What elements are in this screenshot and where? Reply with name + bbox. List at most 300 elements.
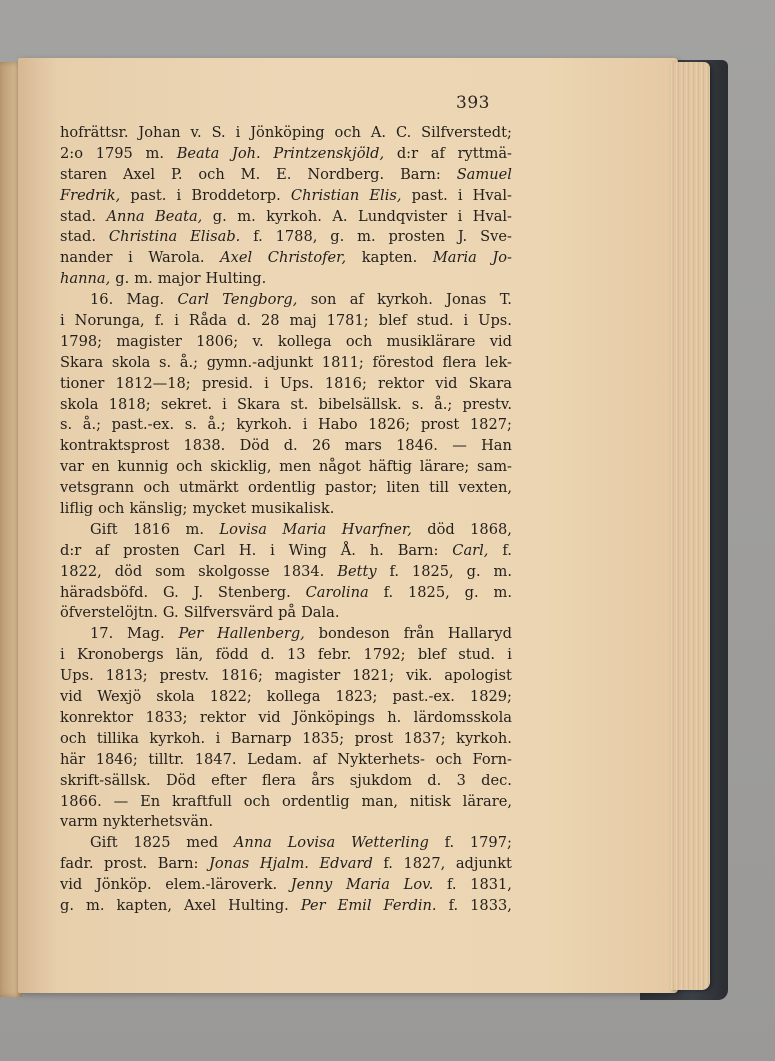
word: adjunkt: [455, 855, 512, 873]
word: v.: [252, 332, 264, 350]
word: var: [60, 458, 84, 476]
text-line: [60, 750, 512, 771]
word: blef: [417, 646, 446, 664]
italic-word: Jo-: [492, 249, 512, 267]
word: flera: [442, 353, 477, 371]
word: kyrkoh.: [149, 729, 206, 747]
word: lärdomsskola: [413, 708, 512, 726]
word: häradsböfd.: [60, 583, 149, 601]
word: s.: [411, 395, 424, 413]
word: i: [215, 729, 221, 747]
word: 1806;: [196, 332, 239, 350]
word: s.: [159, 353, 172, 371]
text-line: [60, 708, 512, 729]
text-line: [60, 248, 512, 269]
word: nander: [60, 249, 113, 267]
word: 1838.: [183, 437, 226, 455]
word: Jonas: [446, 291, 487, 309]
word: v.: [190, 124, 202, 141]
text-line: [60, 771, 512, 792]
page-text: [60, 123, 512, 917]
word: m.: [493, 583, 512, 601]
word: Hulting.: [228, 896, 289, 914]
word: stad.: [60, 228, 97, 246]
word: skrift-sällsk.: [60, 771, 151, 789]
word: C.: [395, 124, 412, 141]
word: 1822,: [60, 562, 102, 580]
word: g.: [464, 583, 479, 601]
word: 1846.: [396, 437, 438, 455]
word: musikalisk.: [251, 500, 335, 518]
word: f.: [502, 541, 512, 559]
text-line: [60, 875, 512, 896]
word: och: [435, 750, 462, 768]
word: d:r: [60, 541, 82, 559]
word: Carl: [193, 541, 225, 559]
word: lärare,: [462, 792, 512, 810]
italic-word: Carolina: [305, 583, 369, 601]
word: och: [176, 458, 203, 476]
word: 1835;: [302, 729, 345, 747]
word: kunnig: [117, 458, 169, 476]
word: P.: [170, 165, 183, 183]
word: 1831,: [470, 876, 512, 894]
word: prosten: [123, 541, 180, 559]
word: Jönköp.: [95, 876, 152, 894]
word: död: [114, 562, 143, 580]
word: 3: [456, 771, 466, 789]
word: Ledam.: [247, 750, 302, 768]
word: major: [157, 270, 201, 288]
word: kapten.: [361, 249, 418, 267]
word: i: [222, 395, 227, 413]
word: och: [243, 792, 271, 810]
text-line: [60, 144, 512, 165]
word: häftig: [368, 458, 413, 476]
word: 1813;: [105, 667, 148, 685]
word: ordentlig: [248, 479, 316, 497]
word: ryttmä-: [457, 144, 512, 162]
text-line: [60, 583, 512, 604]
page-stack-edge: [670, 62, 710, 990]
italic-word: Hjalm.: [259, 855, 309, 873]
word: af: [312, 750, 327, 768]
word: son: [310, 291, 337, 309]
italic-word: Lovisa: [287, 834, 336, 852]
word: 1866.: [60, 792, 102, 810]
word: kollega: [266, 688, 321, 706]
word: i: [264, 374, 269, 392]
word: på: [278, 604, 297, 622]
word: kontraktsprost: [60, 437, 170, 455]
italic-word: Hallenberg,: [217, 625, 305, 643]
text-line: [60, 812, 512, 833]
word: m.: [237, 207, 256, 225]
word: kyrkoh.: [236, 416, 293, 434]
word: utmärkt: [179, 479, 239, 497]
word: 1795: [95, 144, 133, 162]
italic-word: Wetterling: [350, 834, 429, 852]
word: Johan: [138, 124, 181, 141]
word: öfverstelöjtn.: [60, 604, 158, 622]
word: prestv.: [159, 667, 209, 685]
word: g.: [330, 228, 345, 246]
text-line: [60, 207, 512, 228]
word: 1837;: [403, 729, 446, 747]
word: tillika: [96, 729, 139, 747]
word: vexten,: [458, 479, 512, 497]
word: m.: [86, 896, 105, 914]
word: Warola.: [148, 249, 205, 267]
italic-word: Christofer,: [267, 249, 347, 267]
word: lek-: [485, 353, 512, 371]
word: Barn:: [397, 541, 439, 559]
word: i: [176, 186, 182, 204]
word: stad.: [60, 207, 97, 225]
word: 1822;: [209, 688, 252, 706]
word: Hallaryd: [447, 625, 512, 643]
word: 26: [311, 437, 331, 455]
text-line: [60, 311, 512, 332]
italic-word: Lovisa: [219, 520, 267, 538]
word: å.;: [207, 416, 226, 434]
word: 1827;: [469, 416, 512, 434]
word: S.: [211, 124, 226, 141]
word: skola: [60, 395, 99, 413]
text-line: [60, 541, 512, 562]
word: f.: [383, 855, 393, 873]
word: å.;: [82, 416, 102, 434]
text-line: [60, 415, 512, 436]
word: i: [235, 124, 241, 141]
text-line: [60, 436, 512, 457]
word: elem.-läroverk.: [165, 876, 278, 894]
word: f.: [383, 583, 394, 601]
word: i: [270, 541, 275, 559]
word: 1826;: [368, 416, 411, 434]
word: febr.: [317, 646, 352, 664]
word: sjukdom: [349, 771, 412, 789]
text-line: [60, 269, 512, 290]
word: lärare;: [419, 458, 470, 476]
text-line: [60, 624, 512, 645]
word: vetsgrann: [60, 479, 135, 497]
word: vid: [60, 688, 83, 706]
word: född: [215, 646, 249, 664]
italic-word: Emil: [337, 896, 372, 914]
word: hofrättsr.: [60, 124, 129, 141]
word: Död: [165, 771, 196, 789]
word: 1816;: [324, 374, 367, 392]
word: 1781;: [326, 312, 369, 330]
word: past.-ex.: [111, 416, 175, 434]
word: och: [198, 165, 225, 183]
word: Wexjö: [97, 688, 142, 706]
word: En: [140, 792, 161, 810]
word: A.: [332, 207, 348, 225]
word: skolgosse: [198, 562, 270, 580]
word: 1812—18;: [115, 374, 191, 392]
word: 1825: [133, 834, 171, 852]
word: konrektor: [60, 708, 134, 726]
word: men: [279, 458, 312, 476]
word: skicklig,: [210, 458, 272, 476]
word: af: [430, 144, 445, 162]
text-line: [60, 603, 512, 624]
italic-word: Per: [300, 896, 326, 914]
word: sam-: [477, 458, 512, 476]
italic-word: Samuel: [456, 165, 512, 183]
word: Död: [239, 437, 270, 455]
word: Kronobergs: [76, 646, 164, 664]
word: flera: [261, 771, 296, 789]
word: vid: [435, 374, 458, 392]
word: rektor: [378, 374, 425, 392]
word: en: [91, 458, 110, 476]
italic-word: Elis,: [369, 186, 402, 204]
italic-word: hanna,: [60, 270, 111, 288]
word: m.: [145, 144, 164, 162]
word: Norunga,: [74, 312, 145, 330]
word: pastor;: [325, 479, 378, 497]
word: Ups.: [60, 667, 94, 685]
word: af: [95, 541, 110, 559]
word: bibelsällsk.: [318, 395, 402, 413]
word: maj: [289, 312, 317, 330]
text-line: [60, 833, 512, 854]
word: Ups.: [478, 312, 512, 330]
word: f.: [253, 228, 263, 246]
word: s.: [184, 416, 197, 434]
text-line: [60, 729, 512, 750]
word: magister: [116, 332, 182, 350]
italic-word: Anna: [106, 207, 145, 225]
word: län,: [175, 646, 204, 664]
word: kollega: [277, 332, 332, 350]
text-line: [60, 562, 512, 583]
word: d.: [427, 771, 442, 789]
word: G.: [162, 604, 179, 622]
word: 1825,: [411, 562, 454, 580]
text-line: [60, 854, 512, 875]
word: och: [345, 332, 373, 350]
word: m.: [185, 520, 204, 538]
word: å.;: [179, 353, 199, 371]
word: rektor: [199, 708, 246, 726]
word: f.: [444, 834, 455, 852]
text-line: [60, 457, 512, 478]
word: —: [113, 792, 129, 810]
text-line: [60, 645, 512, 666]
word: Mag.: [127, 625, 165, 643]
word: Barn:: [400, 165, 441, 183]
word: liten: [386, 479, 420, 497]
word: Ups.: [279, 374, 314, 392]
word: 1834.: [282, 562, 325, 580]
italic-word: Lov.: [403, 876, 434, 894]
text-line: [60, 395, 512, 416]
word: 1833;: [145, 708, 188, 726]
word: g.: [115, 270, 130, 288]
word: past.-ex.: [392, 688, 455, 706]
word: kyrkoh.: [456, 729, 512, 747]
word: förestod: [372, 353, 434, 371]
word: Silfverstedt;: [421, 124, 512, 141]
italic-word: Hvarfner,: [341, 520, 412, 538]
word: d:r: [396, 144, 419, 162]
word: kraftfull: [171, 792, 232, 810]
italic-word: Fredrik,: [60, 186, 121, 204]
italic-word: Christina: [108, 228, 178, 246]
word: Forn-: [472, 750, 512, 768]
italic-word: Joh.: [232, 144, 261, 162]
word: 1833,: [470, 896, 512, 914]
word: g.: [60, 896, 74, 914]
word: å.;: [434, 395, 453, 413]
italic-word: Elisab.: [190, 228, 241, 246]
word: d.: [283, 437, 298, 455]
word: prosten: [388, 228, 445, 246]
word: kyrkoh.: [266, 207, 322, 225]
text-line: [60, 666, 512, 687]
word: f.: [448, 896, 459, 914]
word: skola: [156, 688, 195, 706]
word: blef: [378, 312, 407, 330]
word: E.: [276, 165, 292, 183]
word: vid: [489, 332, 512, 350]
word: i: [128, 249, 133, 267]
word: Mag.: [126, 291, 165, 309]
word: efter: [211, 771, 247, 789]
word: Skara: [468, 374, 512, 392]
word: A.: [370, 124, 387, 141]
word: Habo: [317, 416, 358, 434]
page-number: 393: [456, 93, 490, 113]
word: liflig: [60, 500, 94, 518]
word: 1816: [132, 520, 171, 538]
word: Wing: [288, 541, 327, 559]
word: d.: [236, 312, 251, 330]
word: dec.: [481, 771, 512, 789]
word: Silfversvärd: [183, 604, 274, 622]
word: till: [429, 479, 449, 497]
word: i: [60, 646, 65, 664]
italic-word: Per: [178, 625, 204, 643]
word: Han: [481, 437, 512, 455]
word: Jönköpings: [292, 708, 375, 726]
word: här: [60, 750, 86, 768]
word: nykterhetsvän.: [102, 813, 214, 831]
italic-word: Jenny: [290, 876, 333, 894]
word: Gift: [90, 834, 118, 852]
word: och: [60, 729, 87, 747]
word: Nykterhets-: [337, 750, 425, 768]
italic-word: Maria: [345, 876, 390, 894]
word: 1811;: [321, 353, 364, 371]
word: 1847.: [194, 750, 237, 768]
word: f.: [154, 312, 165, 330]
word: musiklärare: [386, 332, 476, 350]
word: fadr.: [60, 855, 94, 873]
text-line: [60, 186, 512, 207]
word: Axel: [184, 896, 217, 914]
word: 1846;: [95, 750, 138, 768]
italic-word: Beata: [176, 144, 220, 162]
word: 1797;: [469, 834, 512, 852]
word: Hval-: [472, 186, 512, 204]
word: vid: [60, 876, 83, 894]
word: m.: [493, 562, 512, 580]
word: magister: [274, 667, 341, 685]
italic-word: Anna: [233, 834, 272, 852]
word: 1788,: [275, 228, 318, 246]
word: prost.: [104, 855, 148, 873]
word: något: [318, 458, 361, 476]
italic-word: Christian: [290, 186, 360, 204]
word: m.: [357, 228, 376, 246]
italic-word: Carl: [177, 291, 209, 309]
word: presid.: [201, 374, 253, 392]
word: Sve-: [480, 228, 512, 246]
word: M.: [240, 165, 261, 183]
word: h.: [387, 708, 402, 726]
word: 1821;: [352, 667, 395, 685]
word: 1868,: [470, 520, 512, 538]
word: 1816;: [220, 667, 263, 685]
word: g.: [466, 562, 481, 580]
word: prost: [420, 416, 460, 434]
word: m.: [134, 270, 153, 288]
word: Stenberg.: [217, 583, 291, 601]
italic-word: Tengborg,: [222, 291, 298, 309]
word: 16.: [90, 291, 114, 309]
word: f.: [389, 562, 400, 580]
word: nitisk: [409, 792, 451, 810]
word: Jönköping: [250, 124, 325, 141]
word: Hulting.: [205, 270, 267, 288]
italic-word: Printzenskjöld,: [273, 144, 385, 162]
word: i: [60, 312, 65, 330]
word: Gift: [90, 520, 118, 538]
word: prestv.: [462, 395, 512, 413]
word: —: [452, 437, 467, 455]
word: Broddetorp.: [191, 186, 281, 204]
word: s.: [60, 416, 73, 434]
word: tioner: [60, 374, 105, 392]
italic-word: Jonas: [209, 855, 250, 873]
word: Lundqvister: [358, 207, 448, 225]
word: man,: [361, 792, 399, 810]
word: varm: [60, 813, 98, 831]
text-line: [60, 478, 512, 499]
word: och: [98, 500, 125, 518]
italic-word: Maria: [432, 249, 477, 267]
text-line: [60, 374, 512, 395]
word: 1829;: [469, 688, 512, 706]
text-line: [60, 290, 512, 311]
word: apologist: [444, 667, 512, 685]
italic-word: Betty: [337, 562, 377, 580]
text-line: [60, 227, 512, 248]
word: 13: [286, 646, 306, 664]
word: prost: [354, 729, 394, 747]
text-line: [60, 353, 512, 374]
italic-word: Axel: [220, 249, 253, 267]
word: i: [463, 312, 469, 330]
word: års: [311, 771, 335, 789]
word: 17.: [90, 625, 114, 643]
word: i: [302, 416, 308, 434]
